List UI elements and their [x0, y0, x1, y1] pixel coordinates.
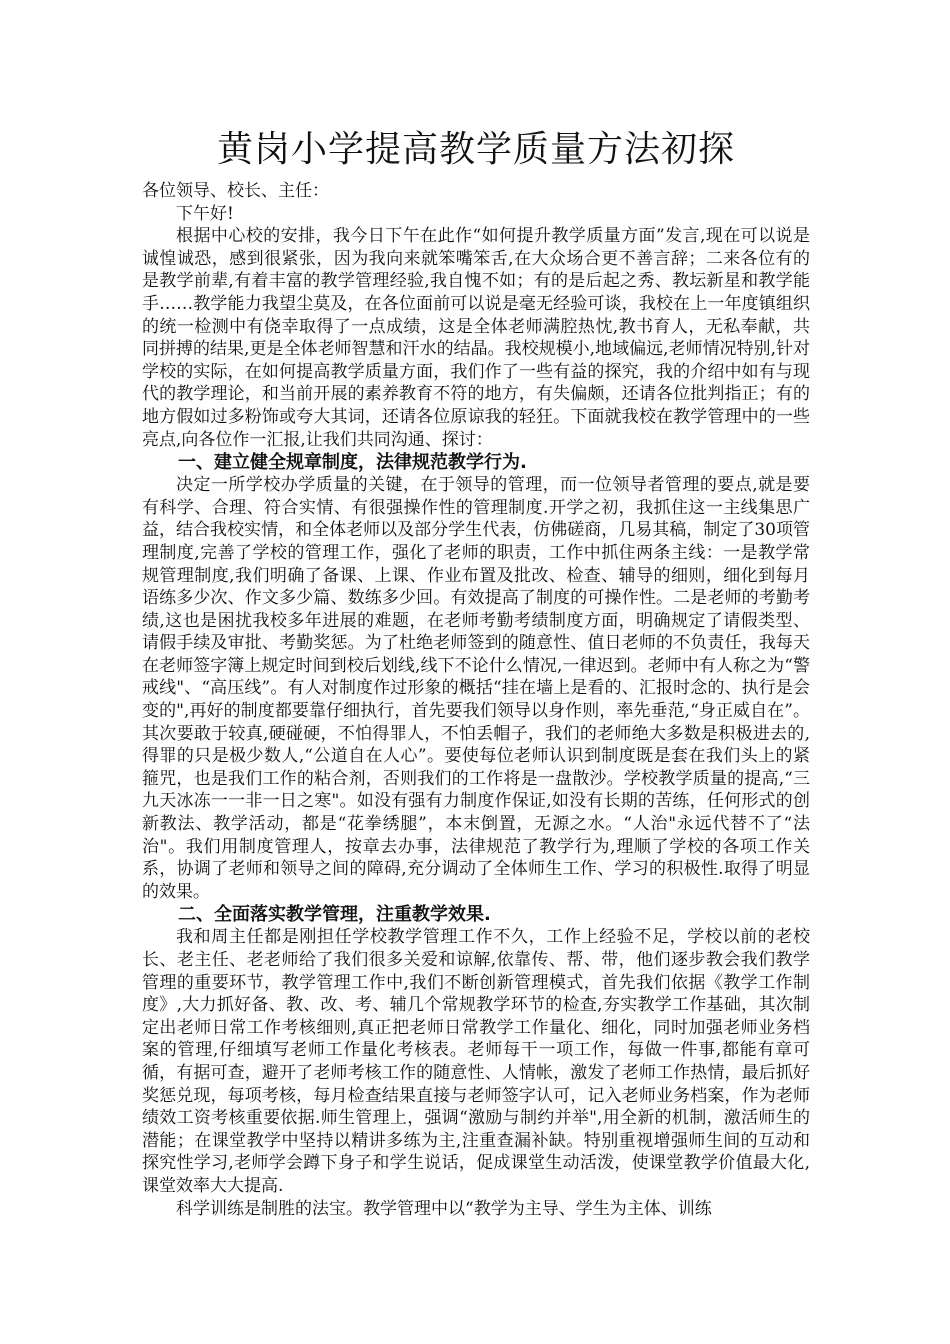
section-1-paragraph: 决定一所学校办学质量的关键，在于领导的管理，而一位领导者管理的要点,就是要有科学、合理、符合实情、有很强操作性的管理制度.开学之初，我抓住这一主线集思广益，结合我校实情，和全体老师以及部分学生代表，仿佛磋商，几易其稿，制定了30项管理制度,完善了学校的管理工作，强化了老师的职责，工作中抓住两条主线：一是教学常规管理制度,我们明确了备课、上课、作业布置及批改、检查、辅导的细则，细化到每月语练多少次、作文多少篇、数练多少回。有效提高了制度的可操作性。二是老师的考勤考绩,这也是困扰我校多年进展的难题，在老师考勤考绩制度方面，明确规定了请假类型、请假手续及审批、考勤奖惩。为了杜绝老师签到的随意性、值日老师的不负责任，我每天在老师签字簿上规定时间到校后划线,线下不论什么情况,一律迟到。老师中有人称之为“警戒线"、“高压线”。有人对制度作过形象的概括“挂在墙上是看的、汇报时念的、执行是会变的",再好的制度都要靠仔细执行，首先要我们领导以身作则，率先垂范,“身正威自在”。其次要敢于较真,硬碰硬，不怕得罪人，不怕丢帽子，我们的老师绝大多数是积极进去的,得罪的只是极少数人,“公道自在人心”。要使每位老师认识到制度既是套在我们头上的紧箍咒，也是我们工作的粘合剂，否则我们的工作将是一盘散沙。学校教学质量的提高,“三九天冰冻一一非一日之寒"。如没有强有力制度作保证,如没有长期的苦练，任何形式的创新教法、教学活动，都是“花拳绣腿”，本末倒置，无源之水。“人治"永远代替不了“法治"。我们用制度管理人，按章去办事，法律规范了教学行为,理顺了学校的各项工作关系，协调了老师和领导之间的障碍,充分调动了全体师生工作、学习的积极性.取得了明显的效果。	[142, 475, 810, 902]
document-title: 黄岗小学提高教学质量方法初探	[216, 129, 735, 170]
intro-paragraph: 根据中心校的安排，我今日下午在此作“如何提升教学质量方面”发言,现在可以说是诚惶诚恐，感到很紧张，因为我向来就笨嘴笨舌,在大众场合更不善言辞；二来各位有的是教学前辈,有着丰富的教学管理经验,我自愧不如；有的是后起之秀、教坛新星和教学能手……教学能力我望尘莫及，在各位面前可以说是毫无经验可谈，我校在上一年度镇组织的统一检测中有侥幸取得了一点成绩，这是全体老师满腔热忱,教书育人，无私奉献，共同拼搏的结果,更是全体老师智慧和汗水的结晶。我校规模小,地域偏远,老师情况特别,针对学校的实际，在如何提高教学质量方面，我们作了一些有益的探究，我的介绍中如有与现代的教学理论，和当前开展的素养教育不符的地方，有失偏颇，还请各位批判指正；有的地方假如过多粉饰或夸大其词，还请各位原谅我的轻狂。下面就我校在教学管理中的一些亮点,向各位作一汇报,让我们共同沟通、探讨：	[142, 226, 810, 450]
section-2-paragraph-2: 科学训练是制胜的法宝。教学管理中以“教学为主导、学生为主体、训练	[176, 1198, 712, 1219]
section-2-heading: 二、全面落实教学管理，注重教学效果.	[178, 904, 491, 926]
document-page	[142, 120, 810, 1220]
greeting: 下午好!	[176, 203, 234, 224]
section-1-heading: 一、建立健全规章制度，法律规范教学行为.	[178, 452, 527, 474]
salutation: 各位领导、校长、主任：	[142, 181, 329, 201]
section-2-paragraph: 我和周主任都是刚担任学校教学管理工作不久，工作上经验不足，学校以前的老校长、老主任、老老师给了我们很多关爱和谅解,依靠传、帮、带，他们逐步教会我们教学管理的重要环节，教学管理工作中,我们不断创新管理模式，首先我们依据《教学工作制度》,大力抓好备、教、改、考、辅几个常规教学环节的检查,夯实教学工作基础，其次制定出老师日常工作考核细则,真正把老师日常教学工作量化、细化，同时加强老师业务档案的管理,仔细填写老师工作量化考核表。老师每干一项工作，每做一件事,都能有章可循，有据可查，避开了老师考核工作的随意性、人情帐，激发了老师工作热情，最后抓好奖惩兑现，每项考核，每月检查结果直接与老师签字认可，记入老师业务档案，作为老师绩效工资考核重要依据.师生管理上，强调“激励与制约并举",用全新的机制，激活师生的潜能；在课堂教学中坚持以精讲多练为主,注重查漏补缺。特别重视增强师生间的互动和探究性学习,老师学会蹲下身子和学生说话，促成课堂生动活泼，使课堂教学价值最大化,课堂效率大大提高.	[142, 927, 810, 1196]
